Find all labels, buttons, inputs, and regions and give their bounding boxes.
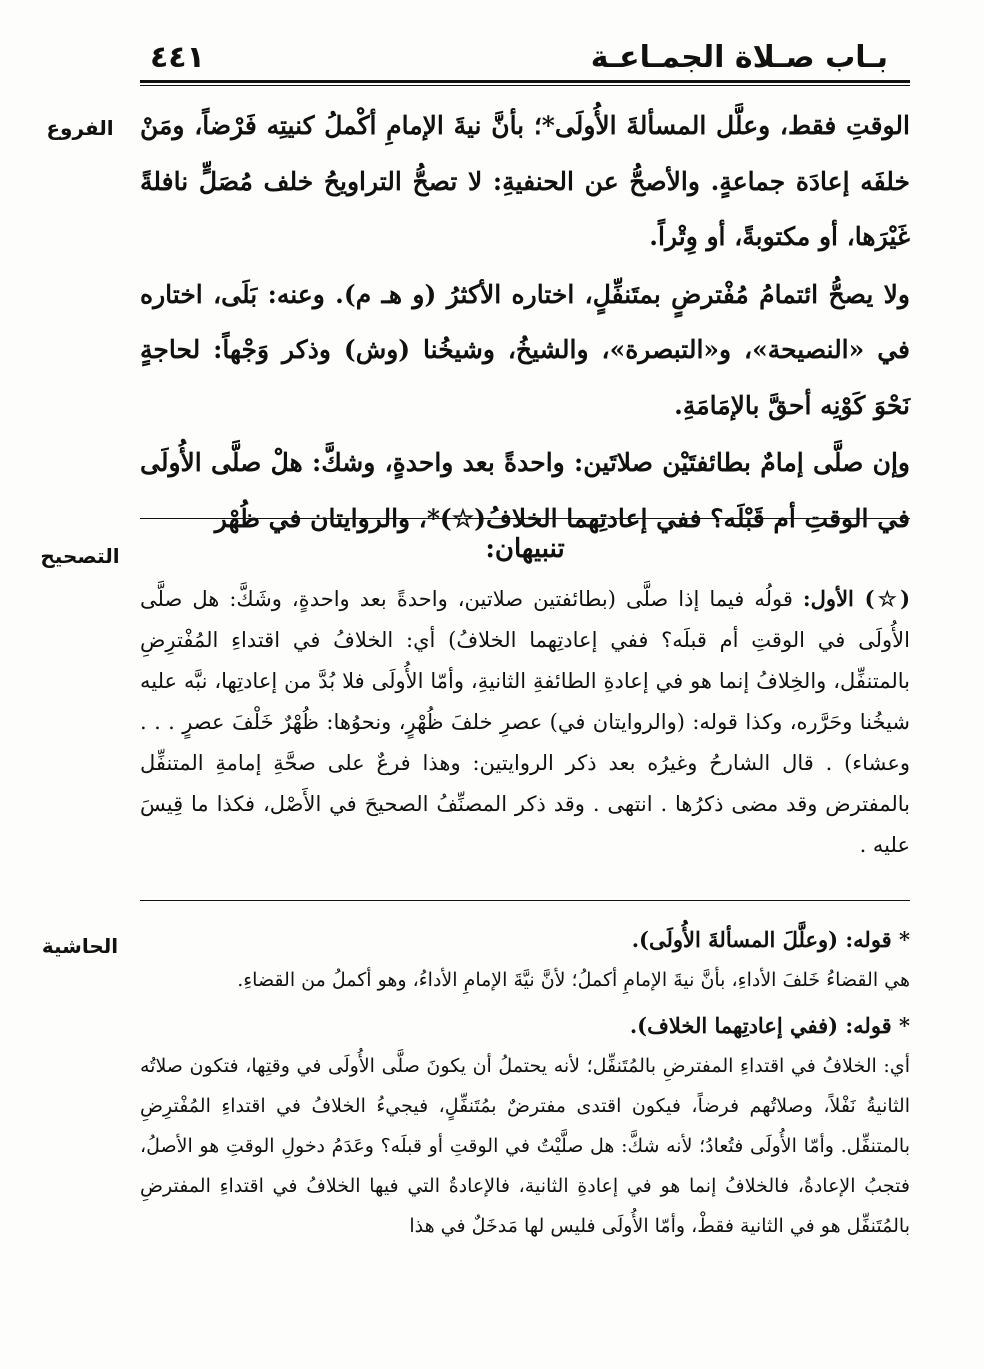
main-paragraph-1: الوقتِ فقط، وعلَّل المسألةَ الأُولَى*؛ بأنَّ نيةَ الإمامِ أكْملُ كنيتِه فَرْضاً، ومَنْ خلفَه إعادَة جماعةٍ. والأصحُّ عن الحنفيةِ: لا تصحُّ التراويحُ خلف مُصَلٍّ نافلةً غَيْرَها، أو مكتوبةً، أو وِتْراً. bbox=[140, 111, 910, 251]
tanbih-heading: تنبيهان: bbox=[485, 534, 565, 564]
main-paragraph-2: ولا يصحُّ ائتمامُ مُفْترضٍ بمتَنفِّلٍ، اختاره الأكثرُ (و هـ م). وعنه: بَلَى، اختاره في «النصيحة»، و«التبصرة»، والشيخُ، وشيخُنا (وش) وذكر وَجْهاً: لحاجةٍ نَحْوَ كَوْنِه أحقَّ بالإمَامَةِ. bbox=[140, 279, 910, 420]
tanbih-paragraph bbox=[140, 578, 910, 866]
hashiya-notes bbox=[140, 920, 910, 1246]
chapter-title: بـاب صـلاة الجمـاعـة bbox=[590, 40, 888, 75]
hashiya-note-2: أي: الخلافُ في اقتداءِ المفترضِ بالمُتَنفِّل؛ لأنه يحتملُ أن يكونَ صلَّى الأُولَى في وقتِها، فتكون صلاتُه الثانيةُ نَفْلاً، وصلاتُهم فرضاً، فيكون اقتدى مفترضٌ بمُتَنفِّلٍ، فيجيءُ الخلافُ في اقتداءِ المُفْترِضِ بالمتنفِّل. وأمّا الأُولَى فتُعادُ؛ لأنه شكَّ: هل صلَّيْتُ في الوقتِ أو قبلَه؟ وعَدَمُ دخولِ الوقتِ هو الأصلُ، فتجبُ الإعادةُ، فالخلافُ إنما هو في إعادةِ الثانية، فالإعادةُ التي فيها الخلافُ في اقتداءِ المفترضِ بالمُتَنفِّل هو في الثانية فقطْ، وأمّا الأُولَى فليس لها مَدخَلٌ في هذا bbox=[140, 1055, 910, 1237]
main-paragraph-3: وإن صلَّى إمامٌ بطائفتَيْن صلاتَين: واحدةً بعد واحدةٍ، وشكَّ: هلْ صلَّى الأُولَى في الوقتِ أم قَبْلَه؟ ففي إعادتِهما الخلافُ(☆)*، والروايتان في ظُهْر bbox=[140, 448, 910, 533]
header-rule-secondary bbox=[140, 85, 910, 86]
tanbih-body: قولُه فيما إذا صلَّى (بطائفتين صلاتين، واحدةً بعد واحدةٍ، وشَكَّ: هل صلَّى الأُولَى في الوقتِ أم قبلَه؟ ففي إعادتِهما الخلافُ) أي: الخلافُ في اقتداءِ المُفْترِضِ بالمتنفِّل، والخِلافُ إنما هو في إعادةِ الطائفةِ الثانيةِ، وأمّا الأُولَى فلا بُدَّ من إعادتِها، نبَّه عليه شيخُنا وحَرَّره، وكذا قوله: (والروايتان في) عصرِ خلفَ ظُهْرٍ، ونحوُها: ظُهْرٌ خَلْفَ عصرٍ . . . وعشاء) . قال الشارحُ وغيرُه بعد ذكر الروايتين: وهذا فرعٌ على صحَّةِ إمامةِ المتنفِّل بالمفترض وقد مضى ذكرُها . انتهى . وقد ذكر المصنِّفُ الصحيحَ في الأَصْل، فكذا ما قِيسَ عليه . bbox=[140, 587, 910, 857]
divider-tanbih-hashiya bbox=[140, 900, 910, 901]
divider-main-tanbih bbox=[140, 518, 910, 519]
side-label-hashiya: الحاشية bbox=[41, 934, 119, 958]
hashiya-quote-2: * قوله: (ففي إعادتِهما الخلاف). bbox=[629, 1013, 910, 1038]
hashiya-quote-1: * قوله: (وعلَّلَ المسألةَ الأُولَى). bbox=[631, 927, 910, 952]
header-rule bbox=[140, 80, 910, 83]
hashiya-note-1: هي القضاءُ خَلفَ الأداءِ، بأنَّ نيةَ الإمامِ أكملُ؛ لأنَّ نيَّةَ الإمامِ الأداءُ، وهو أكملُ من القضاءِ. bbox=[237, 969, 910, 991]
side-label-furu: الفروع bbox=[46, 116, 114, 140]
tanbih-label: (☆) الأول: bbox=[802, 586, 910, 611]
page-number: ٤٤١ bbox=[150, 40, 205, 75]
side-label-tashih: التصحيح bbox=[40, 544, 120, 568]
main-text bbox=[140, 98, 910, 548]
tanbih-text bbox=[140, 578, 910, 866]
